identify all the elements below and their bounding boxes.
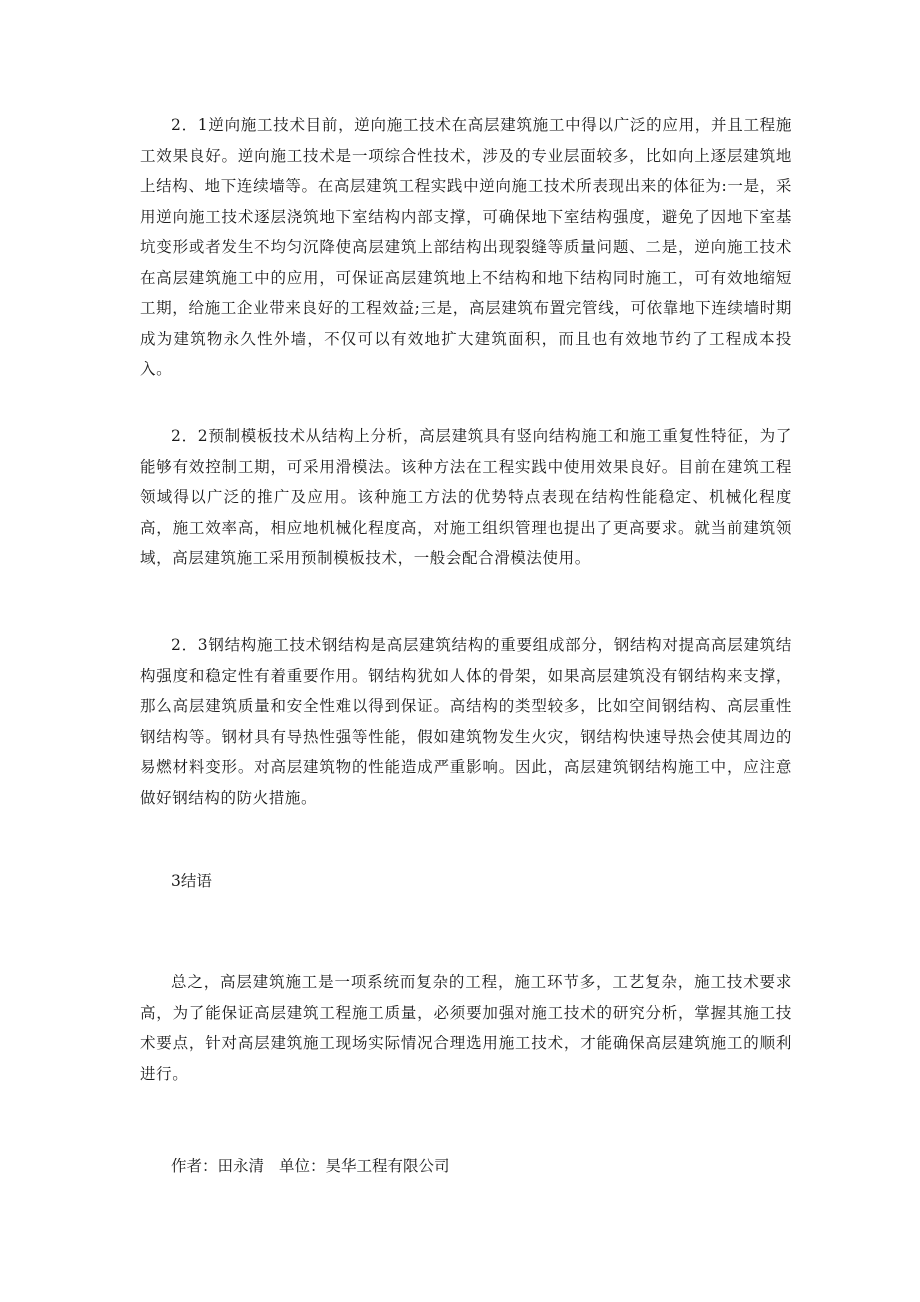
section-2-3-paragraph: 2．3钢结构施工技术钢结构是高层建筑结构的重要组成部分，钢结构对提高高层建筑结构强度和稳定性有着重要作用。钢结构犹如人体的骨架，如果高层建筑没有钢结构来支撑，那么高层建筑质量和安全性难以得到保证。高结构的类型较多，比如空间钢结构、高层重性钢结构等。钢材具有导热性强等性能，假如建筑物发生火灾，钢结构快速导热会使其周边的易燃材料变形。对高层建筑物的性能造成严重影响。因此，高层建筑钢结构施工中，应注意做好钢结构的防火措施。 (140, 636, 792, 807)
conclusion-paragraph: 总之，高层建筑施工是一项系统而复杂的工程，施工环节多，工艺复杂，施工技术要求高，为了能保证高层建筑工程施工质量，必须要加强对施工技术的研究分析，掌握其施工技术要点，针对高层建筑施工现场实际情况合理选用施工技术，才能确保高层建筑施工的顺利进行。 (140, 973, 792, 1083)
section-2-1-paragraph: 2．1逆向施工技术目前，逆向施工技术在高层建筑施工中得以广泛的应用，并且工程施工效果良好。逆向施工技术是一项综合性技术，涉及的专业层面较多，比如向上逐层建筑地上结构、地下连续墙等。在高层建筑工程实践中逆向施工技术所表现出来的体征为:一是，采用逆向施工技术逐层浇筑地下室结构内部支撑，可确保地下室结构强度，避免了因地下室基坑变形或者发生不均匀沉降使高层建筑上部结构出现裂缝等质量问题、二是，逆向施工技术在高层建筑施工中的应用，可保证高层建筑地上不结构和地下结构同时施工，可有效地缩短工期，给施工企业带来良好的工程效益;三是，高层建筑布置完管线，可依靠地下连续墙时期成为建筑物永久性外墙，不仅可以有效地扩大建筑面积，而且也有效地节约了工程成本投入。 (140, 116, 792, 378)
author-line (171, 1151, 449, 1181)
author-name: 作者：田永清 (171, 1157, 265, 1175)
section-2-2-paragraph: 2．2预制模板技术从结构上分析，高层建筑具有竖向结构施工和施工重复性特征，为了能够有效控制工期，可采用滑模法。该种方法在工程实践中使用效果良好。目前在建筑工程领域得以广泛的推广及应用。该种施工方法的优势特点表现在结构性能稳定、机械化程度高，施工效率高，相应地机械化程度高，对施工组织管理也提出了更高要求。就当前建筑领域，高层建筑施工采用预制模板技术，一般会配合滑模法使用。 (140, 427, 792, 567)
author-unit: 单位：昊华工程有限公司 (278, 1157, 450, 1175)
conclusion-heading: 3结语 (171, 872, 212, 890)
